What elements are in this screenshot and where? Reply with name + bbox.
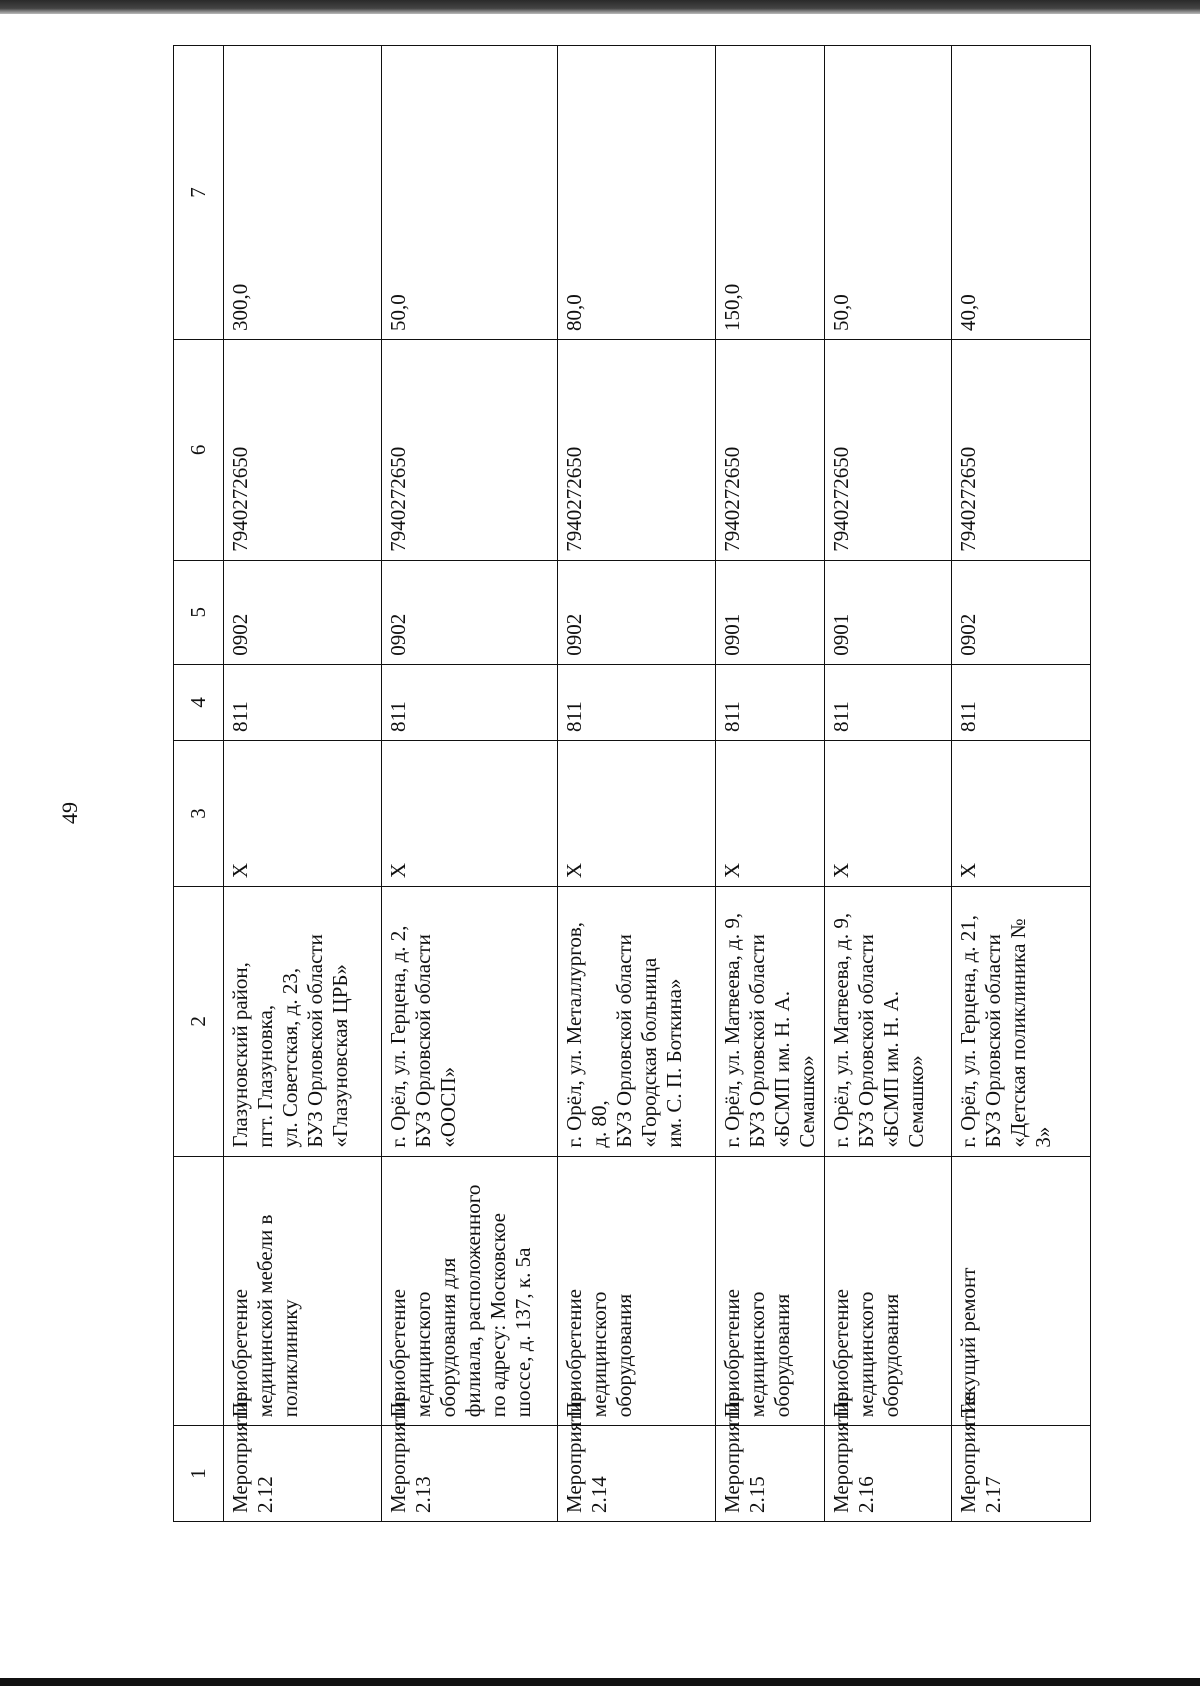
event-cell: Мероприятие 2.15 (716, 1426, 825, 1522)
header-cell: 1 (174, 1426, 224, 1522)
col4-cell: 811 (716, 664, 825, 740)
col7-cell: 150,0 (716, 46, 825, 340)
col7-cell: 50,0 (825, 46, 952, 340)
description-cell: Приобретение медицинского оборудования (558, 1156, 716, 1426)
col3-cell: X (382, 740, 558, 886)
col5-cell: 0902 (952, 560, 1091, 664)
col5-cell: 0902 (558, 560, 716, 664)
col4-cell: 811 (558, 664, 716, 740)
scan-bottom-edge (0, 1678, 1200, 1686)
table-row (825, 46, 952, 1522)
address-cell: г. Орёл, ул. Герцена, д. 2, БУЗ Орловской области «ООСП» (382, 887, 558, 1157)
header-row (174, 46, 224, 1522)
col7-cell: 300,0 (224, 46, 382, 340)
col6-cell: 7940272650 (825, 339, 952, 560)
data-table (173, 45, 1091, 1522)
event-cell: Мероприятие 2.17 (952, 1426, 1091, 1522)
header-cell: 7 (174, 46, 224, 340)
col7-cell: 50,0 (382, 46, 558, 340)
header-cell: 6 (174, 339, 224, 560)
col6-cell: 7940272650 (558, 339, 716, 560)
scan-top-edge (0, 0, 1200, 14)
col4-cell: 811 (224, 664, 382, 740)
col7-cell: 80,0 (558, 46, 716, 340)
event-cell: Мероприятие 2.13 (382, 1426, 558, 1522)
address-cell: г. Орёл, ул. Матвеева, д. 9, БУЗ Орловской области «БСМП им. Н. А. Семашко» (716, 887, 825, 1157)
description-cell: Приобретение медицинского оборудования для филиала, расположенного по адресу: Московское шоссе, д. 137, к. 5а (382, 1156, 558, 1426)
col6-cell: 7940272650 (382, 339, 558, 560)
table-row (382, 46, 558, 1522)
col3-cell: X (716, 740, 825, 886)
table-row (952, 46, 1091, 1522)
header-cell (174, 1156, 224, 1426)
col4-cell: 811 (825, 664, 952, 740)
address-cell: г. Орёл, ул. Металлургов, д. 80, БУЗ Орловской области «Городская больница им. С. П. Боткина» (558, 887, 716, 1157)
col4-cell: 811 (952, 664, 1091, 740)
header-cell: 4 (174, 664, 224, 740)
col5-cell: 0902 (224, 560, 382, 664)
col3-cell: X (825, 740, 952, 886)
table-row (716, 46, 825, 1522)
col5-cell: 0902 (382, 560, 558, 664)
col3-cell: X (952, 740, 1091, 886)
description-cell: Текущий ремонт (952, 1156, 1091, 1426)
event-cell: Мероприятие 2.14 (558, 1426, 716, 1522)
header-cell: 5 (174, 560, 224, 664)
address-cell: г. Орёл, ул. Матвеева, д. 9, БУЗ Орловской области «БСМП им. Н. А. Семашко» (825, 887, 952, 1157)
table-row (224, 46, 382, 1522)
col7-cell: 40,0 (952, 46, 1091, 340)
event-cell: Мероприятие 2.16 (825, 1426, 952, 1522)
description-cell: Приобретение медицинского оборудования (716, 1156, 825, 1426)
address-cell: Глазуновский район, пгт. Глазуновка, ул. Советская, д. 23, БУЗ Орловской области «Глазуновская ЦРБ» (224, 887, 382, 1157)
header-cell: 2 (174, 887, 224, 1157)
col5-cell: 0901 (716, 560, 825, 664)
page-number: 49 (57, 802, 82, 824)
col3-cell: X (558, 740, 716, 886)
header-cell: 3 (174, 740, 224, 886)
col3-cell: X (224, 740, 382, 886)
rotated-table-container (173, 45, 1073, 1522)
col4-cell: 811 (382, 664, 558, 740)
col5-cell: 0901 (825, 560, 952, 664)
address-cell: г. Орёл, ул. Герцена, д. 21, БУЗ Орловской области «Детская поликлиника № 3» (952, 887, 1091, 1157)
description-cell: Приобретение медицинского оборудования (825, 1156, 952, 1426)
description-cell: Приобретение медицинской мебели в поликлинику (224, 1156, 382, 1426)
event-cell: Мероприятие 2.12 (224, 1426, 382, 1522)
col6-cell: 7940272650 (952, 339, 1091, 560)
col6-cell: 7940272650 (224, 339, 382, 560)
table-row (558, 46, 716, 1522)
col6-cell: 7940272650 (716, 339, 825, 560)
